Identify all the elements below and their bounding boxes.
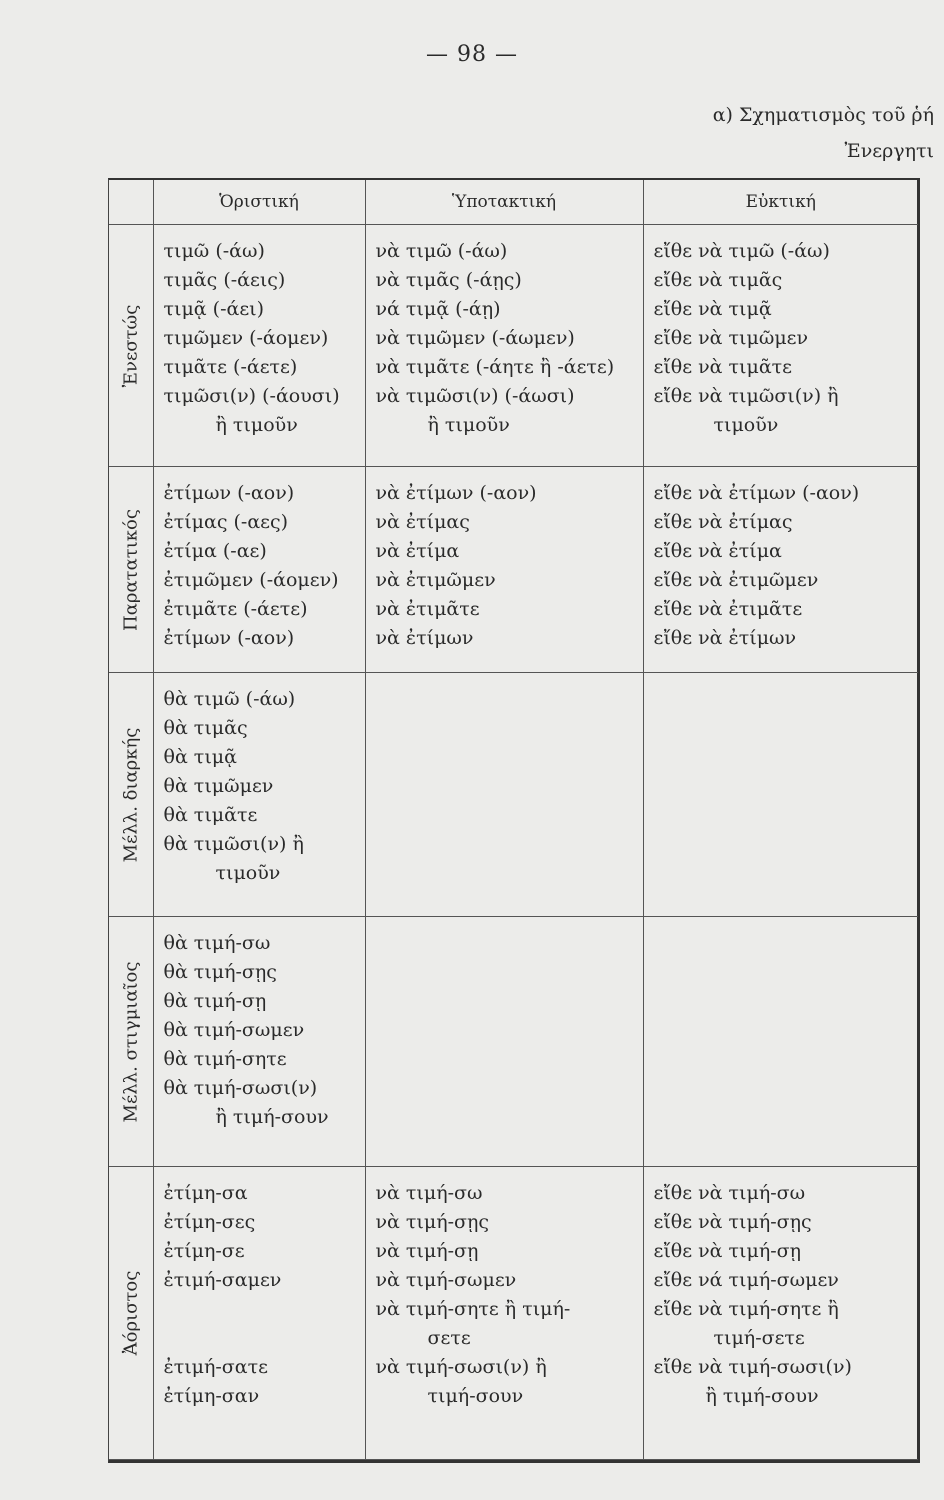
verb-form: θὰ τιμή-σω	[163, 932, 271, 954]
verb-form: νὰ τιμῶσι(ν) (-άωσι)	[375, 385, 575, 407]
row-label-cell	[109, 225, 153, 467]
efktiki-cell	[643, 225, 918, 467]
table-row	[109, 225, 918, 467]
tense-label: Παρατατικός	[120, 508, 142, 631]
corner-cell	[109, 180, 153, 225]
verb-form: ἐτιμή-σαμεν	[163, 1269, 282, 1291]
verb-form: ἢ τιμή-σουν	[215, 1106, 329, 1128]
verb-form: εἴθε νὰ τιμή-σω	[653, 1182, 806, 1204]
verb-form: νὰ ἐτιμᾶτε	[375, 598, 480, 620]
ypotaktiki-cell	[365, 917, 643, 1167]
verb-form: ἐτίμων (-αον)	[163, 482, 295, 504]
verb-form: νὰ τιμή-σω	[375, 1182, 483, 1204]
verb-form: εἴθε νὰ τιμή-σῃ	[653, 1240, 802, 1262]
verb-form: ἐτίμα (-αε)	[163, 540, 267, 562]
column-header-efktiki: Εὐκτική	[643, 180, 918, 225]
verb-form: θὰ τιμᾶς	[163, 717, 248, 739]
verb-form: νὰ τιμῶ (-άω)	[375, 240, 508, 262]
verb-form: εἴθε νὰ τιμή-σῃς	[653, 1211, 812, 1233]
verb-form: εἴθε νὰ ἐτιμῶμεν	[653, 569, 819, 591]
verb-form: ἐτίμη-σαν	[163, 1385, 260, 1407]
verb-form: εἴθε νὰ ἐτίμων	[653, 627, 797, 649]
oristiki-cell	[153, 467, 365, 673]
ypotaktiki-cell	[365, 1167, 643, 1460]
verb-form: νὰ τιμή-σητε ἢ τιμή-	[375, 1298, 571, 1320]
table-header-row	[109, 180, 918, 225]
verb-form: θὰ τιμή-σῃ	[163, 990, 267, 1012]
page-number: — 98 —	[426, 42, 518, 67]
row-label-cell	[109, 673, 153, 917]
ypotaktiki-cell	[365, 467, 643, 673]
efktiki-cell	[643, 1167, 918, 1460]
verb-form: νὰ ἐτίμων (-αον)	[375, 482, 537, 504]
verb-form: νὰ τιμή-σῃ	[375, 1240, 479, 1262]
verb-form: εἴθε νὰ τιμᾷ	[653, 298, 772, 320]
verb-form: θὰ τιμή-σωσι(ν)	[163, 1077, 318, 1099]
verb-form: ἐτίμων (-αον)	[163, 627, 295, 649]
efktiki-cell	[643, 917, 918, 1167]
verb-form: εἴθε νὰ ἐτίμα	[653, 540, 782, 562]
verb-form: θὰ τιμᾷ	[163, 746, 237, 768]
verb-form: ἐτίμη-σε	[163, 1240, 245, 1262]
row-label-cell	[109, 917, 153, 1167]
efktiki-cell	[643, 467, 918, 673]
verb-form: νὰ τιμή-σωσι(ν) ἢ	[375, 1356, 547, 1378]
verb-form: εἴθε νά τιμή-σωμεν	[653, 1269, 839, 1291]
verb-form: νὰ τιμῶμεν (-άωμεν)	[375, 327, 575, 349]
verb-form: θὰ τιμή-σῃς	[163, 961, 277, 983]
verb-form: νὰ ἐτίμας	[375, 511, 470, 533]
tense-label: Ἀόριστος	[120, 1270, 142, 1356]
oristiki-cell	[153, 225, 365, 467]
verb-form: ἐτίμας (-αες)	[163, 511, 289, 533]
verb-form: νὰ ἐτίμα	[375, 540, 460, 562]
tense-label: Μέλλ. στιγμιαῖος	[120, 961, 142, 1122]
verb-form: θὰ τιμῶ (-άω)	[163, 688, 296, 710]
verb-form: ἐτιμή-σατε	[163, 1356, 268, 1378]
verb-form: θὰ τιμῶσι(ν) ἢ	[163, 833, 304, 855]
verb-form: ἐτιμῶμεν (-άομεν)	[163, 569, 339, 591]
verb-form: τιμᾶς (-άεις)	[163, 269, 286, 291]
verb-form: εἴθε νὰ τιμᾶς	[653, 269, 783, 291]
ypotaktiki-cell	[365, 225, 643, 467]
verb-form: σετε	[427, 1327, 471, 1349]
verb-form: τιμᾷ (-άει)	[163, 298, 265, 320]
row-label-cell	[109, 467, 153, 673]
column-header-ypotaktiki: Ὑποτακτική	[365, 180, 643, 225]
verb-form: τιμῶμεν (-άομεν)	[163, 327, 329, 349]
spacer	[164, 1295, 365, 1324]
verb-form: θὰ τιμᾶτε	[163, 804, 258, 826]
verb-form: τιμοῦν	[713, 414, 779, 436]
verb-form: εἴθε νὰ τιμῶσι(ν) ἢ	[653, 385, 839, 407]
verb-form: τιμοῦν	[215, 862, 281, 884]
verb-form: ἢ τιμοῦν	[427, 414, 510, 436]
verb-form: τιμῶσι(ν) (-άουσι)	[163, 385, 340, 407]
verb-form: θὰ τιμῶμεν	[163, 775, 274, 797]
verb-form: ἐτίμη-σες	[163, 1211, 256, 1233]
verb-form: τιμή-σετε	[713, 1327, 805, 1349]
verb-form: τιμή-σουν	[427, 1385, 524, 1407]
verb-form: νὰ ἐτιμῶμεν	[375, 569, 496, 591]
verb-form: θὰ τιμή-σητε	[163, 1048, 287, 1070]
efktiki-cell	[643, 673, 918, 917]
spacer	[164, 1324, 365, 1353]
verb-form: νά τιμᾷ (-άῃ)	[375, 298, 501, 320]
verb-form: εἴθε νὰ τιμῶμεν	[653, 327, 809, 349]
verb-form: εἴθε νὰ τιμῶ (-άω)	[653, 240, 830, 262]
verb-form: εἴθε νὰ τιμή-σητε ἢ	[653, 1298, 839, 1320]
verb-form: εἴθε νὰ ἐτίμων (-αον)	[653, 482, 860, 504]
oristiki-cell	[153, 917, 365, 1167]
verb-form: εἴθε νὰ ἐτίμας	[653, 511, 793, 533]
table-row	[109, 1167, 918, 1460]
section-heading: α) Σχηματισμὸς τοῦ ῥή	[712, 104, 934, 126]
conjugation-table	[108, 178, 920, 1463]
table-row	[109, 467, 918, 673]
verb-form: ἢ τιμή-σουν	[705, 1385, 819, 1407]
verb-form: ἢ τιμοῦν	[215, 414, 298, 436]
verb-form: νὰ ἐτίμων	[375, 627, 474, 649]
ypotaktiki-cell	[365, 673, 643, 917]
verb-form: τιμᾶτε (-άετε)	[163, 356, 298, 378]
oristiki-cell	[153, 1167, 365, 1460]
verb-form: εἴθε νὰ τιμᾶτε	[653, 356, 793, 378]
verb-form: ἐτίμη-σα	[163, 1182, 248, 1204]
oristiki-cell	[153, 673, 365, 917]
verb-form: θὰ τιμή-σωμεν	[163, 1019, 305, 1041]
tense-label: Μέλλ. διαρκής	[120, 727, 142, 862]
table-row	[109, 917, 918, 1167]
verb-form: νὰ τιμή-σωμεν	[375, 1269, 517, 1291]
table-row	[109, 673, 918, 917]
verb-form: ἐτιμᾶτε (-άετε)	[163, 598, 308, 620]
verb-form: νὰ τιμᾶτε (-άητε ἢ -άετε)	[375, 356, 615, 378]
row-label-cell	[109, 1167, 153, 1460]
verb-form: εἴθε νὰ ἐτιμᾶτε	[653, 598, 803, 620]
tense-label: Ἐνεστώς	[120, 304, 142, 387]
verb-form: εἴθε νὰ τιμή-σωσι(ν)	[653, 1356, 852, 1378]
verb-form: τιμῶ (-άω)	[163, 240, 265, 262]
section-subheading: Ἐνεργητι	[844, 140, 934, 162]
verb-form: νὰ τιμή-σῃς	[375, 1211, 490, 1233]
column-header-oristiki: Ὁριστική	[153, 180, 365, 225]
verb-form: νὰ τιμᾶς (-άῃς)	[375, 269, 522, 291]
